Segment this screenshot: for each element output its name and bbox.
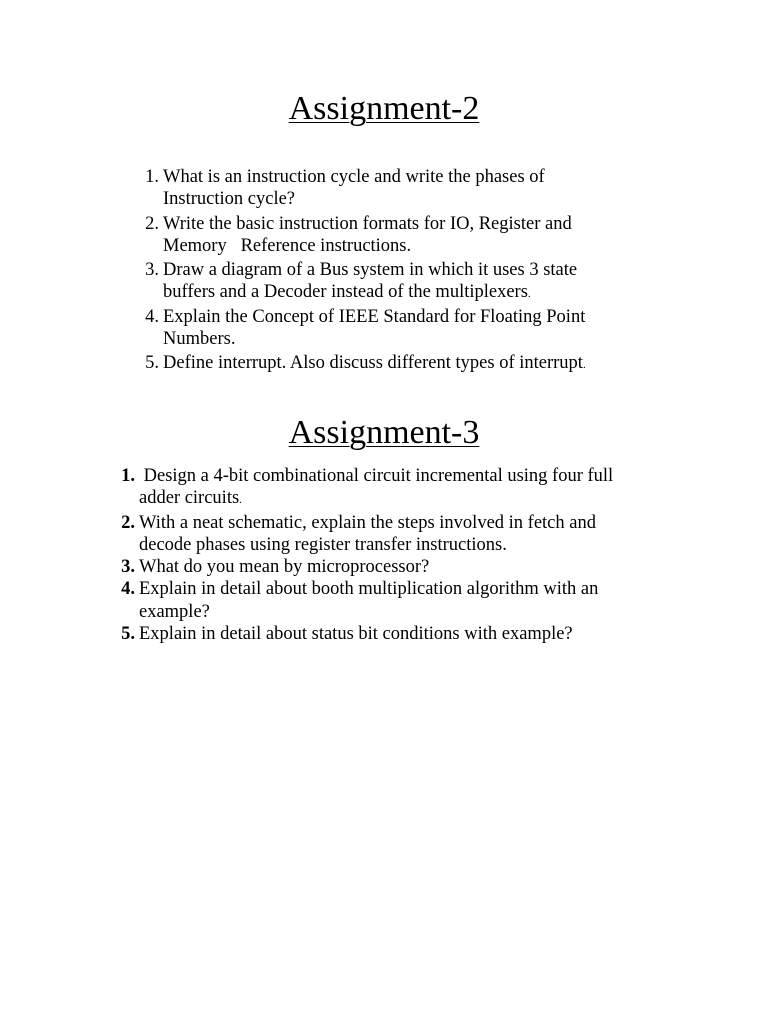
question-text-line: Write the basic instruction formats for IO, Register and	[163, 213, 572, 234]
question-item	[121, 556, 699, 578]
question-text-line: adder circuits	[139, 488, 240, 509]
question-item	[121, 465, 699, 512]
question-item	[145, 213, 663, 260]
question-number: 1.	[121, 466, 135, 486]
question-text-line: Explain in detail about status bit conditions with example?	[139, 624, 573, 645]
question-text-line: Numbers.	[163, 329, 236, 350]
question-text-line: Instruction cycle?	[163, 189, 296, 210]
question-text-line: decode phases using register transfer instructions.	[139, 534, 507, 555]
question-text-line: Explain the Concept of IEEE Standard for Floating Point	[163, 306, 586, 327]
question-number: 2.	[121, 512, 135, 533]
question-item	[145, 352, 663, 376]
question-text-line: Design a 4-bit combinational circuit incremental using four full	[139, 466, 614, 486]
question-text-line: Explain in detail about booth multiplication algorithm with an	[139, 579, 599, 600]
assignment-3-title: Assignment-3	[288, 414, 480, 451]
question-text-tail: .	[527, 288, 531, 301]
question-item	[145, 259, 663, 306]
assignment-2-title: Assignment-2	[288, 90, 480, 127]
question-text-line: example?	[139, 601, 210, 622]
question-number: 3.	[121, 557, 135, 578]
assignment-2-question-list	[145, 166, 663, 377]
question-text-line: What is an instruction cycle and write the phases of	[163, 167, 545, 187]
question-item	[121, 512, 699, 557]
question-number: 1.	[145, 167, 159, 187]
question-number: 5.	[145, 353, 159, 374]
question-item	[121, 578, 699, 623]
question-number: 3.	[145, 260, 159, 281]
question-text-tail: .	[239, 494, 242, 507]
question-text-line: With a neat schematic, explain the steps involved in fetch and	[139, 512, 596, 533]
question-text-line: Memory Reference instructions.	[163, 235, 412, 256]
question-number: 2.	[145, 213, 159, 234]
question-text-line: Define interrupt. Also discuss different types of interrupt	[163, 353, 583, 374]
question-number: 5.	[121, 624, 135, 645]
assignment-3-question-list	[121, 465, 699, 645]
question-item	[145, 306, 663, 353]
question-text-line: What do you mean by microprocessor?	[139, 557, 430, 578]
question-number: 4.	[145, 306, 159, 327]
question-text-line: buffers and a Decoder instead of the multiplexers	[163, 282, 528, 303]
question-text-tail: .	[582, 359, 586, 372]
question-text-line: Draw a diagram of a Bus system in which it uses 3 state	[163, 260, 578, 281]
question-number: 4.	[121, 579, 135, 600]
question-item	[121, 623, 699, 645]
question-item	[145, 166, 663, 213]
